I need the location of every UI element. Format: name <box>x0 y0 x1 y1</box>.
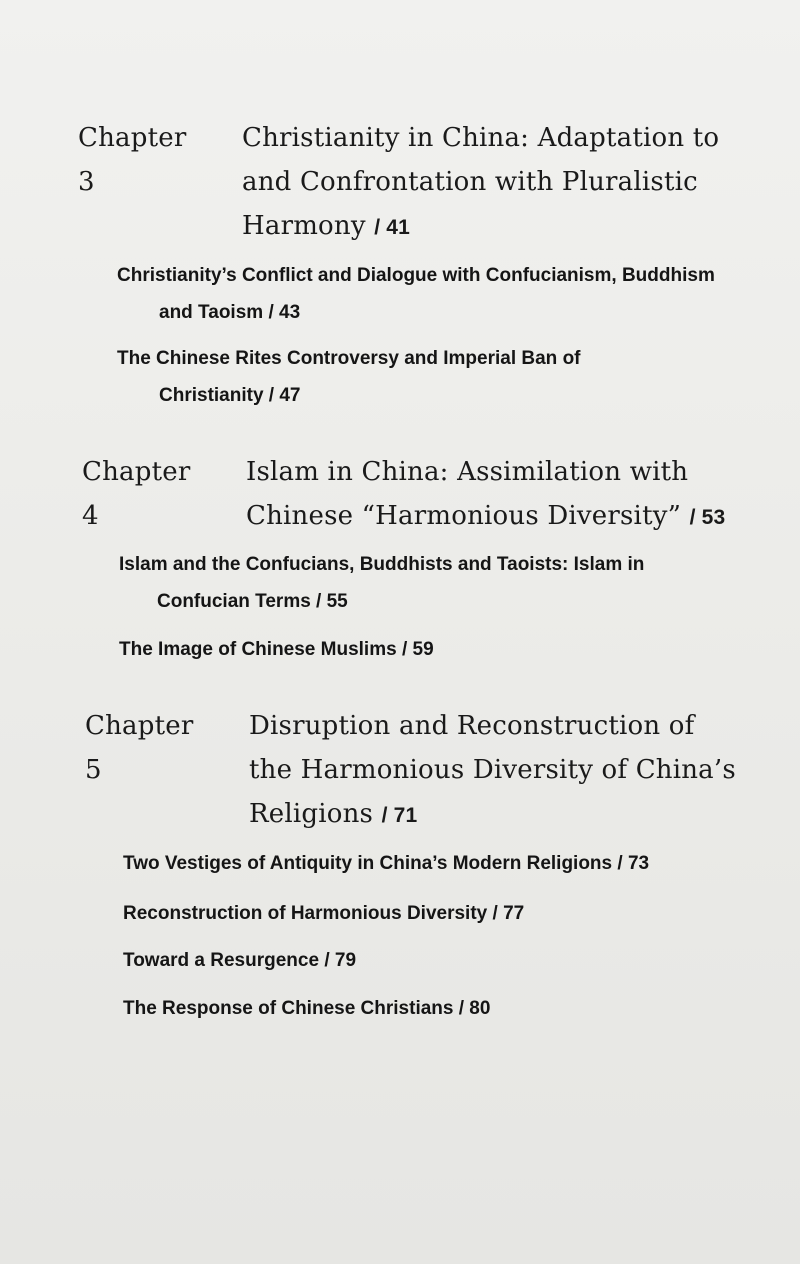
section-title-line: Reconstruction of Harmonious Diversity / 77 <box>123 903 525 924</box>
chapter-title-line: and Confrontation with Pluralistic <box>242 167 698 197</box>
section-title-line: Islam and the Confucians, Buddhists and Taoists: Islam in <box>119 554 645 575</box>
section-entry <box>117 257 797 331</box>
chapter-title-line: Islam in China: Assimilation with <box>246 457 689 487</box>
section-title-line: Christianity / 47 <box>159 385 301 406</box>
show-through <box>80 200 93 246</box>
section-entry <box>123 845 793 882</box>
section-entry <box>123 895 793 932</box>
section-entry <box>123 942 793 979</box>
chapter-title-line: Christianity in China: Adaptation to <box>242 123 720 153</box>
chapter-number: Chapter 4 <box>82 457 191 531</box>
chapter-title-last-line <box>242 204 762 250</box>
section-title-line: Toward a Resurgence / 79 <box>123 950 357 971</box>
section-title-line: The Chinese Rites Controversy and Imperial Ban of <box>117 348 581 369</box>
section-title-line: Confucian Terms / 55 <box>157 591 348 612</box>
chapter-title-last-line <box>246 494 766 540</box>
section-title-line: The Image of Chinese Muslims / 59 <box>119 639 434 660</box>
chapter-title-last-line <box>249 792 769 838</box>
chapter-number: Chapter 3 <box>78 123 187 197</box>
section-entry <box>123 990 793 1027</box>
section-entry <box>117 340 797 414</box>
chapter-title <box>242 116 762 250</box>
chapter-title-line: Chinese “Harmonious Diversity” <box>246 501 682 531</box>
chapter-title <box>249 704 769 838</box>
chapter-title <box>246 450 766 540</box>
section-title-line: Two Vestiges of Antiquity in China’s Modern Religions / 73 <box>123 853 650 874</box>
chapter-title-line: Disruption and Reconstruction of <box>249 711 695 741</box>
section-title-line: Christianity’s Conflict and Dialogue with Confucianism, Buddhism <box>117 265 715 286</box>
chapter-number: Chapter 5 <box>85 711 194 785</box>
page-number: / 53 <box>689 506 726 529</box>
section-title-line: and Taoism / 43 <box>159 302 301 323</box>
section-entry <box>119 546 799 620</box>
chapter-title-line: Harmony <box>242 211 366 241</box>
page-number: / 41 <box>374 216 411 239</box>
section-title-line: The Response of Chinese Christians / 80 <box>123 998 491 1019</box>
chapter-title-line: the Harmonious Diversity of China’s <box>249 755 736 785</box>
page-number: / 71 <box>381 804 418 827</box>
chapter-title-line: Religions <box>249 799 374 829</box>
section-entry <box>119 631 799 668</box>
